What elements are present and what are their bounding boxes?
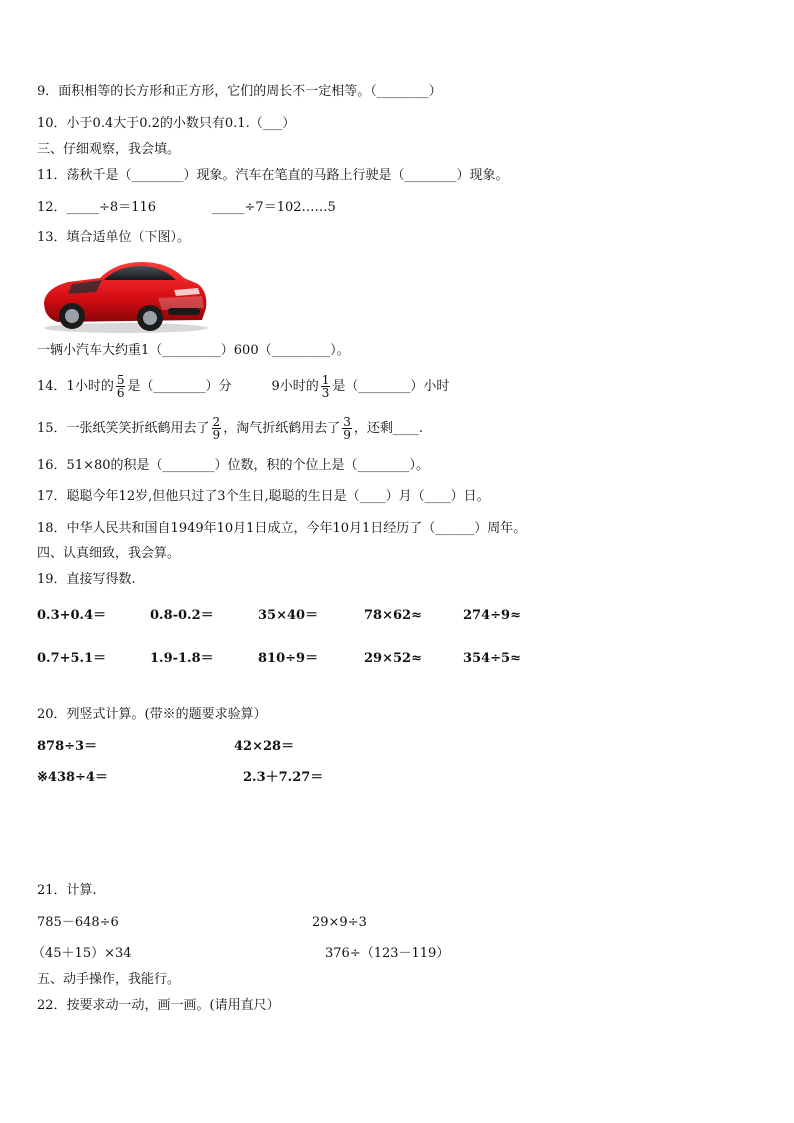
- question-20: 20．列竖式计算。(带※的题要求验算）: [37, 707, 267, 722]
- q14a-prefix: 14．1小时的: [37, 379, 114, 394]
- q21-item-4: 376÷（123－119）: [325, 946, 450, 961]
- q19-item-6: 0.7+5.1＝: [37, 651, 107, 666]
- q20-item-4: 2.3＋7.27＝: [243, 770, 324, 785]
- q20-item-3: ※438÷4＝: [37, 770, 108, 785]
- fraction-1-3: [321, 374, 331, 399]
- q14b-prefix: 9小时的: [271, 379, 319, 394]
- q21-item-2: 29×9÷3: [312, 915, 367, 930]
- question-9: 9．面积相等的长方形和正方形，它们的周长不一定相等。（________）: [37, 84, 442, 99]
- q14a-suffix: 是（________）分: [127, 379, 232, 394]
- red-car-image: [38, 252, 210, 334]
- q15-suffix: ，还剩____.: [353, 421, 423, 436]
- question-13: 13．填合适单位（下图）。: [37, 230, 191, 245]
- fraction-denominator: 9: [343, 428, 351, 442]
- question-21: 21．计算.: [37, 883, 97, 898]
- fraction-numerator: 3: [343, 415, 351, 429]
- question-15: [37, 414, 423, 444]
- question-11: 11．荡秋千是（________）现象。汽车在笔直的马路上行驶是（________）现象。: [37, 168, 509, 183]
- fraction-2-9: [212, 416, 222, 441]
- q19-item-10: 354÷5≈: [463, 651, 521, 666]
- q19-item-9: 29×52≈: [364, 651, 422, 666]
- fraction-numerator: 1: [321, 373, 330, 387]
- fraction-denominator: 3: [321, 386, 330, 400]
- question-22: 22．按要求动一动，画一画。(请用直尺）: [37, 998, 280, 1013]
- fraction-3-9: [342, 416, 352, 441]
- question-14: [37, 372, 449, 402]
- question-12a: 12．_____÷8＝116: [37, 200, 157, 215]
- q19-item-4: 78×62≈: [364, 608, 422, 623]
- question-16: 16．51×80的积是（________）位数，积的个位上是（________）。: [37, 458, 430, 473]
- q21-item-3: （45＋15）×34: [32, 946, 132, 961]
- question-13b: 一辆小汽车大约重1（_________）600（_________）。: [37, 343, 350, 358]
- question-10: 10．小于0.4大于0.2的小数只有0.1.（___）: [37, 116, 296, 131]
- q20-item-2: 42×28＝: [234, 739, 295, 754]
- question-17: 17．聪聪今年12岁,但他只过了3个生日,聪聪的生日是（____）月（____）日。: [37, 489, 490, 504]
- fraction-5-6: [116, 374, 126, 399]
- question-12: [37, 199, 336, 217]
- q20-item-1: 878÷3＝: [37, 739, 98, 754]
- q19-item-3: 35×40＝: [258, 608, 319, 623]
- section-3-heading: 三、仔细观察，我会填。: [37, 142, 181, 157]
- fraction-denominator: 6: [116, 386, 125, 400]
- q21-item-1: 785－648÷6: [37, 915, 119, 930]
- fraction-numerator: 2: [212, 415, 221, 429]
- question-12b: _____÷7＝102……5: [212, 200, 336, 215]
- q19-item-1: 0.3+0.4＝: [37, 608, 107, 623]
- question-18: 18．中华人民共和国自1949年10月1日成立，今年10月1日经历了（______）周年。: [37, 521, 527, 536]
- fraction-numerator: 5: [116, 373, 125, 387]
- q15-prefix: 15．一张纸笑笑折纸鹤用去了: [37, 421, 210, 436]
- section-5-heading: 五、动手操作，我能行。: [37, 972, 181, 987]
- q15-middle: ，淘气折纸鹤用去了: [223, 421, 341, 436]
- fraction-denominator: 9: [212, 428, 221, 442]
- q14b-suffix: 是（________）小时: [332, 379, 450, 394]
- q19-item-5: 274÷9≈: [463, 608, 521, 623]
- section-4-heading: 四、认真细致，我会算。: [37, 546, 181, 561]
- q19-item-8: 810÷9＝: [258, 651, 319, 666]
- q19-item-7: 1.9-1.8＝: [150, 651, 214, 666]
- question-19: 19．直接写得数.: [37, 572, 136, 587]
- q19-item-2: 0.8-0.2＝: [150, 608, 214, 623]
